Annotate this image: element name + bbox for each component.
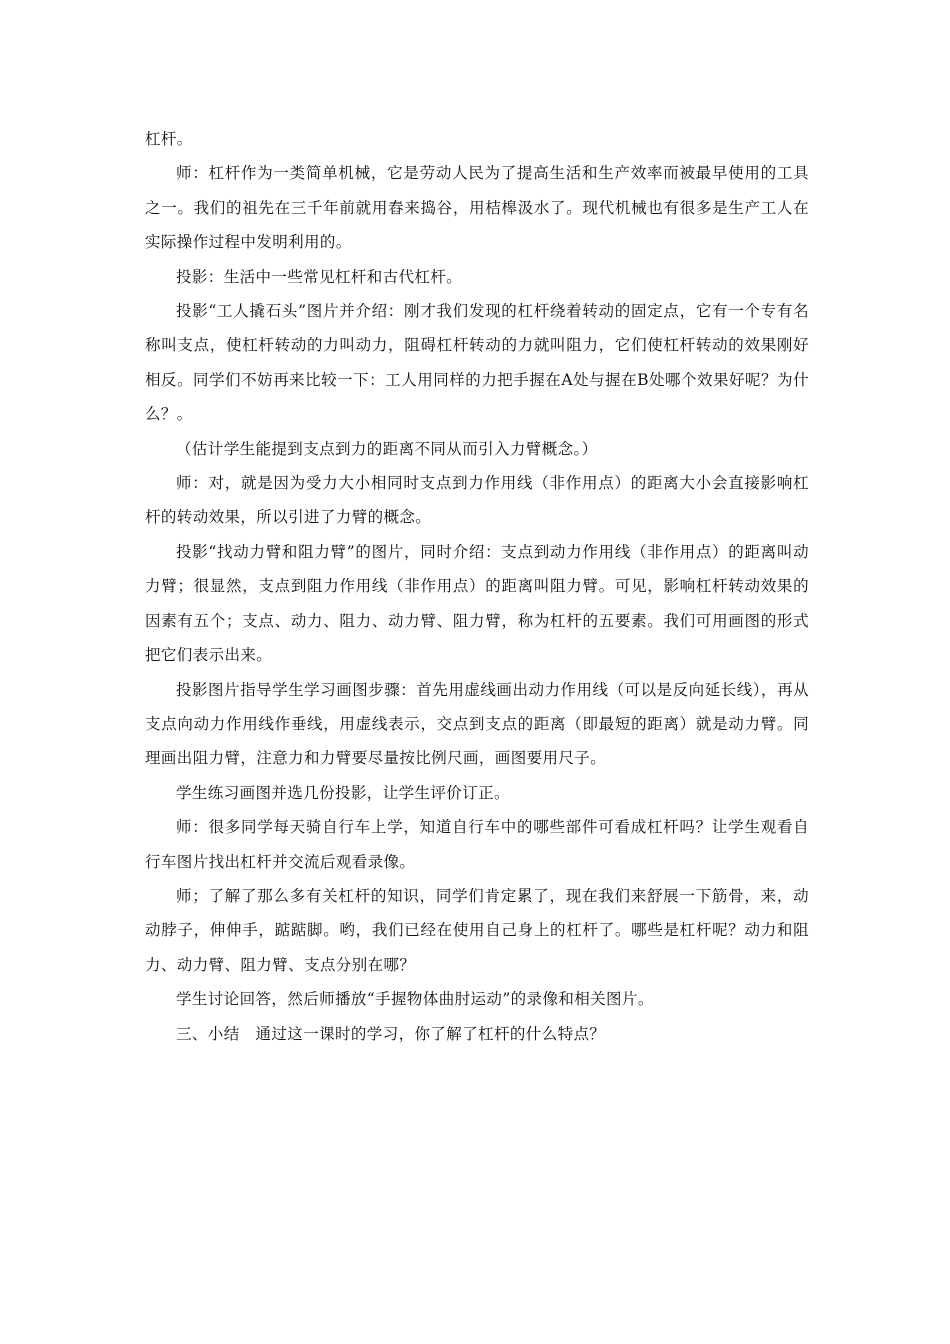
paragraph-summary: 三、小结 通过这一课时的学习，你了解了杠杆的什么特点？ — [176, 1024, 606, 1043]
document-body — [145, 122, 809, 1051]
paragraph-student-practice: 学生练习画图并选几份投影，让学生评价订正。 — [176, 783, 510, 802]
paragraph-estimate-note: （估计学生能提到支点到力的距离不同从而引入力臂概念。） — [176, 439, 598, 458]
paragraph-projection-worker-prying: 投影“工人撬石头”图片并介绍：刚才我们发现的杠杆绕着转动的固定点，它有一个专有名称叫支点，使杠杆转动的力叫动力，阻碍杠杆转动的力就叫阻力，它们使杠杆转动的效果刚好相反。同学们不妨再来比较一下：工人用同样的力把手握在A处与握在B处哪个效果好呢？为什么？。 — [145, 302, 809, 424]
paragraph-teacher-lever-history: 师：杠杆作为一类简单机械，它是劳动人民为了提高生活和生产效率而被最早使用的工具之一。我们的祖先在三千年前就用舂来捣谷，用桔槔汲水了。现代机械也有很多是生产工人在实际操作过程中发明利用的。 — [145, 164, 809, 252]
paragraph-teacher-bicycle: 师：很多同学每天骑自行车上学，知道自行车中的哪些部件可看成杠杆吗？让学生观看自行车图片找出杠杆并交流后观看录像。 — [145, 818, 809, 871]
paragraph-projection-common-levers: 投影：生活中一些常见杠杆和古代杠杆。 — [176, 267, 463, 286]
paragraph-drawing-steps: 投影图片指导学生学习画图步骤：首先用虚线画出动力作用线（可以是反向延长线），再从支点向动力作用线作垂线，用虚线表示，交点到支点的距离（即最短的距离）就是动力臂。同理画出阻力臂，注意力和力臂要尽量按比例尺画，画图要用尺子。 — [145, 680, 809, 768]
paragraph-teacher-lever-arm: 师：对，就是因为受力大小相同时支点到力作用线（非作用点）的距离大小会直接影响杠杆的转动效果，所以引进了力臂的概念。 — [145, 474, 809, 527]
paragraph-student-discussion: 学生讨论回答，然后师播放“手握物体曲肘运动”的录像和相关图片。 — [176, 990, 654, 1009]
paragraph-lever-continuation: 杠杆。 — [145, 130, 193, 148]
paragraph-projection-find-arms: 投影“找动力臂和阻力臂”的图片，同时介绍：支点到动力作用线（非作用点）的距离叫动力臂；很显然，支点到阻力作用线（非作用点）的距离叫阻力臂。可见，影响杠杆转动效果的因素有五个；支点、动力、阻力、动力臂、阻力臂，称为杠杆的五要素。我们可用画图的形式把它们表示出来。 — [145, 542, 809, 665]
paragraph-teacher-body-levers: 师；了解了那么多有关杠杆的知识，同学们肯定累了，现在我们来舒展一下筋骨，来，动动脖子，伸伸手，踮踮脚。哟，我们已经在使用自己身上的杠杆了。哪些是杠杆呢？动力和阻力、动力臂、阻力臂、支点分别在哪？ — [145, 886, 809, 974]
